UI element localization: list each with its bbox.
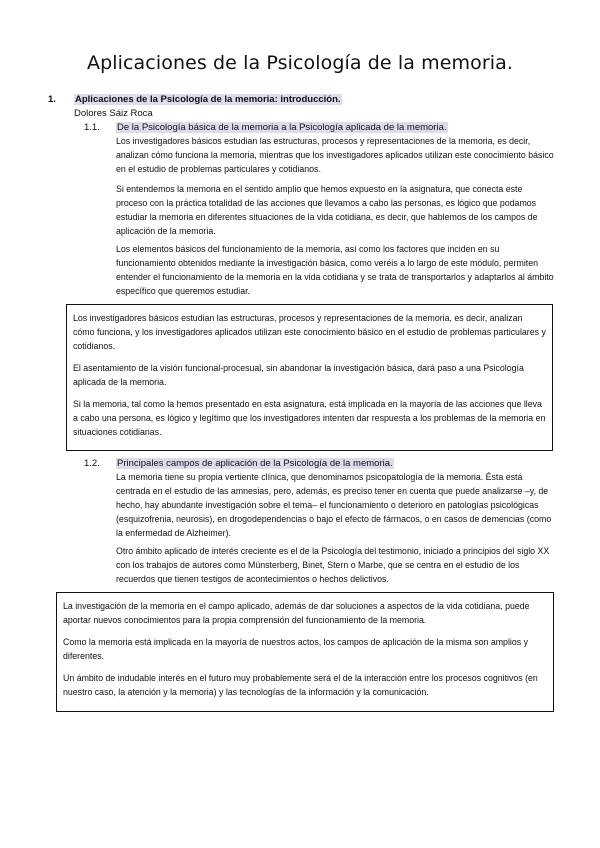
subsection-number: 1.2. (84, 458, 100, 469)
summary-paragraph: El asentamiento de la visión funcional-procesual, sin abandonar la investigación básica, dará paso a una Psicología aplicada de la memoria. (73, 363, 524, 387)
paragraph: Otro ámbito aplicado de interés creciente es el de la Psicología del testimonio, iniciado a principios del siglo XX con los trabajos de autores como Münsterberg, Binet, Stern o Marbe, que se centra en el estudio de los recuerdos que tienen testigos de acontecimientos o hechos delictivos. (116, 546, 550, 584)
subsection-heading-1-2 (84, 458, 394, 469)
paragraph: Los elementos básicos del funcionamiento de la memoria, así como los factores que inciden en su funcionamiento obtenidos mediante la investigación básica, como veréis a lo largo de este módulo, permiten entender el funcionamiento de la memoria en la vida cotidiana y se trata de transportarlos y adaptarlos al ámbito específico que queremos estudiar. (116, 244, 554, 296)
section-heading-text: Aplicaciones de la Psicología de la memoria: introducción. (75, 94, 341, 105)
paragraph: Si entendemos la memoria en el sentido amplio que hemos expuesto en la asignatura, que conecta este proceso con la práctica totalidad de las acciones que llevamos a cabo las personas, es lógico que podamos estudiar la memoria en diferentes situaciones de la vida cotidiana, es decir, que hablemos de los campos de aplicación de la memoria. (116, 184, 538, 236)
summary-paragraph: Los investigadores básicos estudian las estructuras, procesos y representaciones de la memoria, es decir, analizan cómo funciona, y los investigadores aplicados utilizan este conocimiento básico en el estudio de problemas particulares y cotidianos. (73, 313, 546, 351)
summary-box-1 (66, 304, 553, 451)
subsection-heading-text: Principales campos de aplicación de la Psicología de la memoria. (117, 458, 393, 469)
document-title: Aplicaciones de la Psicología de la memoria. (86, 52, 514, 74)
section-number: 1. (48, 94, 56, 105)
section-heading (48, 94, 342, 105)
subsection-heading-text: De la Psicología básica de la memoria a la Psicología aplicada de la memoria. (117, 122, 447, 133)
summary-box-2 (56, 592, 554, 712)
paragraph: Los investigadores básicos estudian las estructuras, procesos y representaciones de la memoria, es decir, analizan cómo funciona la memoria, mientras que los investigadores aplicados utilizan este conocimiento básico en el estudio de problemas particulares y cotidianos. (116, 136, 554, 174)
summary-paragraph: Como la memoria está implicada en la mayoría de nuestros actos, los campos de aplicación de la misma son amplios y diferentes. (63, 637, 528, 661)
author: Dolores Sáiz Roca (74, 108, 153, 119)
subsection-heading-1-1 (84, 122, 448, 133)
paragraph: La memoria tiene su propia vertiente clínica, que denominamos psicopatología de la memoria. Ésta está centrada en el estudio de las amnesias, pero, además, es preciso tener en cuenta que puede analizarse –y, de hecho, hay abundante investigación sobre el tema– el funcionamiento o deterioro en patologías psicológicas (esquizofrenia, neurosis), en drogodependencias o bajo el efecto de fármacos, o en casos de demencias (como la enfermedad de Alzheimer). (116, 472, 552, 538)
summary-paragraph: Un ámbito de indudable interés en el futuro muy probablemente será el de la interacción entre los procesos cognitivos (en nuestro caso, la atención y la memoria) y las tecnologías de la información y la comunicación. (63, 673, 538, 697)
summary-paragraph: La investigación de la memoria en el campo aplicado, además de dar soluciones a aspectos de la vida cotidiana, puede aportar nuevos conocimientos para la propia comprensión del funcionamiento de la memoria. (63, 601, 530, 625)
subsection-number: 1.1. (84, 122, 100, 133)
summary-paragraph: Si la memoria, tal como la hemos presentado en esta asignatura, está implicada en la mayoría de las acciones que lleva a cabo una persona, es lógico y legítimo que los investigadores intenten dar respuesta a los problemas de la memoria en situaciones cotidianas. (73, 399, 546, 437)
